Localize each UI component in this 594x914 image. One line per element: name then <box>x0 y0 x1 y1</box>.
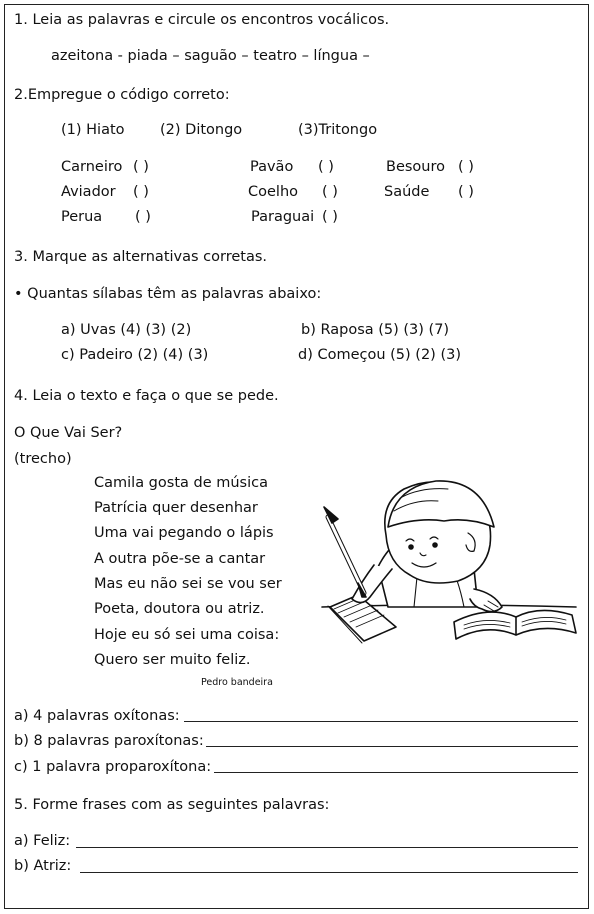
question-1-words: azeitona - piada – saguão – teatro – língua – <box>51 48 370 64</box>
answer-blank[interactable]: ( ) <box>322 184 338 200</box>
sentence-feliz-label: a) Feliz: <box>14 833 71 849</box>
option-d[interactable]: d) Começou (5) (2) (3) <box>298 347 461 363</box>
word-item: Besouro <box>386 159 445 175</box>
word-item: Carneiro <box>61 159 123 175</box>
poem-verse: Hoje eu só sei uma coisa: <box>94 627 280 643</box>
answer-blank[interactable]: ( ) <box>322 209 338 225</box>
answer-blank[interactable]: ( ) <box>458 159 474 175</box>
poem-excerpt-label: (trecho) <box>14 451 72 467</box>
poem-verse: Quero ser muito feliz. <box>94 652 251 668</box>
option-a[interactable]: a) Uvas (4) (3) (2) <box>61 322 192 338</box>
answer-blank[interactable]: ( ) <box>135 209 151 225</box>
poem-verse: Camila gosta de música <box>94 475 268 491</box>
task-proparoxitona-label: c) 1 palavra proparoxítona: <box>14 759 212 775</box>
task-oxitonas-answer-line[interactable] <box>184 721 578 722</box>
answer-blank[interactable]: ( ) <box>133 159 149 175</box>
poem-verse: Mas eu não sei se vou ser <box>94 576 282 592</box>
poem-verse: Poeta, doutora ou atriz. <box>94 601 265 617</box>
question-3-title: 3. Marque as alternativas corretas. <box>14 249 268 265</box>
code-ditongo: (2) Ditongo <box>160 122 243 138</box>
word-item: Saúde <box>384 184 430 200</box>
word-item: Perua <box>61 209 103 225</box>
word-item: Coelho <box>248 184 299 200</box>
option-b[interactable]: b) Raposa (5) (3) (7) <box>301 322 450 338</box>
task-paroxitonas-label: b) 8 palavras paroxítonas: <box>14 733 204 749</box>
question-1-title: 1. Leia as palavras e circule os encontros vocálicos. <box>14 12 390 28</box>
sentence-atriz-answer-line[interactable] <box>80 872 578 873</box>
question-5-title: 5. Forme frases com as seguintes palavras: <box>14 797 330 813</box>
option-c[interactable]: c) Padeiro (2) (4) (3) <box>61 347 209 363</box>
answer-blank[interactable]: ( ) <box>318 159 334 175</box>
answer-blank[interactable]: ( ) <box>458 184 474 200</box>
task-oxitonas-label: a) 4 palavras oxítonas: <box>14 708 180 724</box>
poem-verse: A outra põe-se a cantar <box>94 551 266 567</box>
question-3-prompt: • Quantas sílabas têm as palavras abaixo: <box>14 286 322 302</box>
question-2-title: 2.Empregue o código correto: <box>14 87 230 103</box>
poem-verse: Patrícia quer desenhar <box>94 500 258 516</box>
word-item: Pavão <box>250 159 294 175</box>
poem-verse: Uma vai pegando o lápis <box>94 525 274 541</box>
child-writing-icon <box>318 457 580 649</box>
word-item: Aviador <box>61 184 116 200</box>
task-proparoxitona-answer-line[interactable] <box>214 772 578 773</box>
poem-author: Pedro bandeira <box>201 677 273 688</box>
question-4-title: 4. Leia o texto e faça o que se pede. <box>14 388 279 404</box>
task-paroxitonas-answer-line[interactable] <box>206 746 578 747</box>
answer-blank[interactable]: ( ) <box>133 184 149 200</box>
code-tritongo: (3)Tritongo <box>298 122 378 138</box>
sentence-atriz-label: b) Atriz: <box>14 858 72 874</box>
sentence-feliz-answer-line[interactable] <box>76 847 578 848</box>
word-item: Paraguai <box>251 209 315 225</box>
poem-title: O Que Vai Ser? <box>14 425 123 441</box>
code-hiato: (1) Hiato <box>61 122 125 138</box>
